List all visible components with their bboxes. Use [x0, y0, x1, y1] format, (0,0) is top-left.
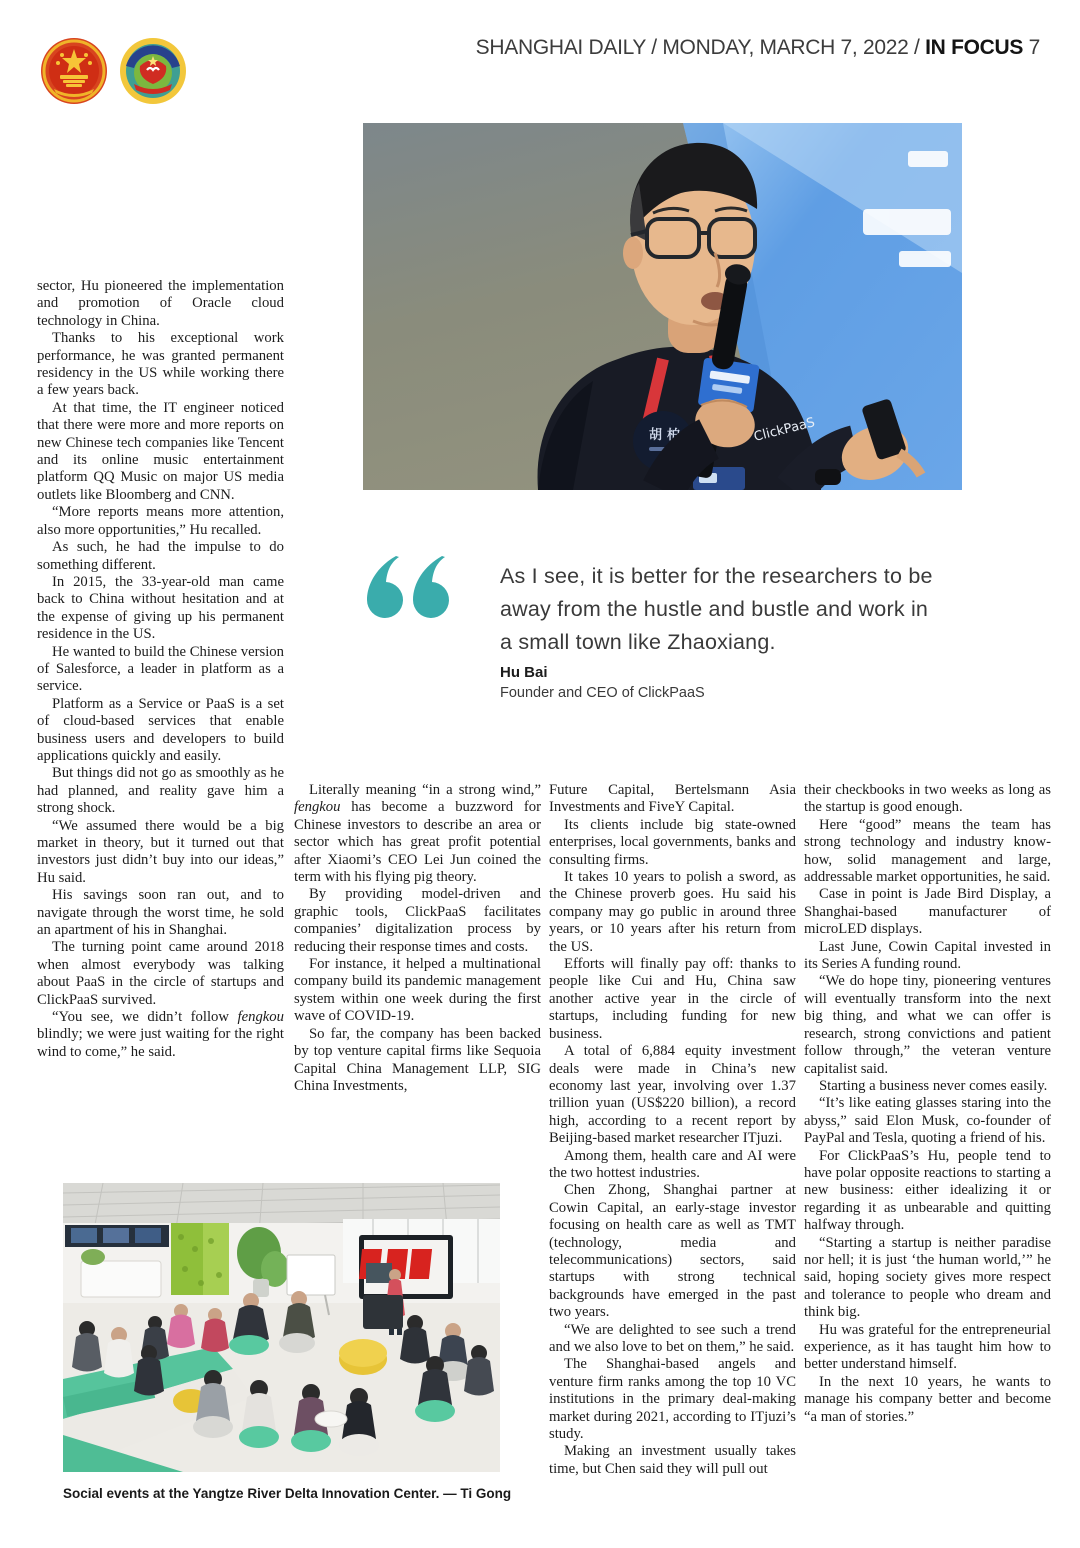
newspaper-emblems [40, 36, 188, 106]
article-paragraph: “We are delighted to see such a trend and we also love to bet on them,” he said. [549, 1321, 796, 1355]
svg-text:柏: 柏 [667, 428, 681, 443]
article-paragraph: “We do hope tiny, pioneering ventures will eventually transform into the next big thing, and what we can offer is research, strong convictions and patient follow through,” the veteran venture capitalist said. [804, 973, 1051, 1077]
article-paragraph: Chen Zhong, Shanghai partner at Cowin Capital, an early-stage investor focusing on health care as well as TMT (technology, media and telecommunications) sectors, said startups with strong technical backgrounds have emerged in the past two years. [549, 1182, 796, 1321]
article-paragraph: In the next 10 years, he wants to manage his company better and become “a man of stories.” [804, 1373, 1051, 1425]
article-paragraph: Making an investment usually takes time, but Chen said they will pull out [549, 1443, 796, 1477]
article-column-1 [37, 278, 284, 1061]
article-paragraph: “Starting a startup is neither paradise nor hell; it is just ‘the human world,’” he said, hoping society gives more respect and tolerance to people who dream and think big. [804, 1234, 1051, 1321]
article-paragraph: So far, the company has been backed by top venture capital firms like Sequoia Capital China Management LLP, SIG China Investments, [294, 1025, 541, 1094]
article-paragraph: The Shanghai-based angels and venture firm ranks among the top 10 VC institutions in the primary deal-making market during 2021, according to ITjuzi’s study. [549, 1356, 796, 1443]
masthead-date: SHANGHAI DAILY / MONDAY, MARCH 7, 2022 / [475, 36, 926, 59]
pull-quote-author: Hu Bai [500, 664, 548, 681]
article-paragraph: Its clients include big state-owned enterprises, local governments, banks and consulting firms. [549, 816, 796, 868]
article-paragraph: For instance, it helped a multinational company build its pandemic management system within one week during the first wave of COVID-19. [294, 956, 541, 1025]
article-paragraph: Among them, health care and AI were the two hottest industries. [549, 1147, 796, 1181]
article-paragraph: Starting a business never comes easily. [819, 1077, 1048, 1094]
main-photo-speaker [363, 123, 962, 490]
article-column-3 [549, 782, 796, 1478]
article-paragraph: It takes 10 years to polish a sword, as the Chinese proverb goes. Hu said his company may go public in around three years, or 10 years after his return from the US. [549, 869, 796, 955]
article-paragraph: “We assumed there would be a big market in theory, but it turned out that investors just didn’t buy into our ideas,” Hu said. [37, 817, 284, 886]
article-paragraph: For ClickPaaS’s Hu, people tend to have polar opposite reactions to starting a new business: either idealizing it or regarding it as unbearable and quitting halfway through. [804, 1147, 1051, 1234]
pull-quote-text: As I see, it is better for the researchers to be away from the hustle and bustle and work in a small town like Zhaoxiang. [500, 564, 933, 654]
article-column-2 [294, 782, 541, 1095]
quote-mark-icon [366, 556, 462, 626]
article-paragraph: But things did not go as smoothly as he had planned, and reality gave him a strong shock. [37, 765, 284, 817]
article-paragraph: “More reports means more attention, also more opportunities,” Hu recalled. [37, 504, 284, 538]
article-paragraph: Hu was grateful for the entrepreneurial experience, as it has taught him how to better understand himself. [804, 1321, 1051, 1373]
masthead [476, 36, 1040, 60]
cppcc-emblem-icon [118, 36, 188, 106]
bottom-photo-innovation-center [63, 1183, 500, 1472]
article-paragraph: Here “good” means the team has strong technology and industry know-how, solid management and large, addressable market opportunities, he said. [804, 816, 1051, 886]
article-paragraph: “You see, we didn’t follow fengkou blindly; we were just waiting for the right wind to come,” he said. [37, 1009, 284, 1060]
article-column-4 [804, 782, 1051, 1426]
masthead-page-number: 7 [1023, 36, 1040, 59]
china-national-emblem-icon [40, 37, 108, 105]
article-paragraph: His savings soon ran out, and to navigate through the worst time, he sold an apartment of his in Shanghai. [37, 887, 284, 939]
article-paragraph: Future Capital, Bertelsmann Asia Investments and FiveY Capital. [549, 782, 796, 816]
article-paragraph: The turning point came around 2018 when almost everybody was talking about PaaS in the circle of startups and ClickPaaS survived. [37, 939, 284, 1008]
article-paragraph: A total of 6,884 equity investment deals were made in China’s new economy last year, involving over 1.37 trillion yuan (US$220 billion), a record high, according to a recent report by Beijing-based market researcher ITjuzi. [549, 1043, 796, 1147]
article-paragraph: “It’s like eating glasses staring into the abyss,” said Elon Musk, co-founder of PayPal and Tesla, quoting a friend of his. [804, 1095, 1051, 1147]
article-paragraph: At that time, the IT engineer noticed that there were more and more reports on new Chinese tech companies like Tencent and its online music entertainment platform QQ Music on major US media outlets like Bloomberg and CNN. [37, 399, 284, 503]
svg-text:胡: 胡 [649, 428, 663, 443]
photo-caption: Social events at the Yangtze River Delta Innovation Center. — Ti Gong [63, 1486, 512, 1501]
svg-text:ClickPaaS: ClickPaaS [752, 415, 817, 445]
article-paragraph: By providing model-driven and graphic tools, ClickPaaS facilitates companies’ digitalization process by reducing their response times and costs. [294, 886, 541, 955]
article-paragraph: Last June, Cowin Capital invested in its Series A funding round. [804, 938, 1051, 973]
article-paragraph: Literally meaning “in a strong wind,” fengkou has become a buzzword for Chinese investors to describe an area or sector which has great profit potential after Xiaomi’s CEO Lei Jun coined the term with his flying pig theory. [294, 782, 541, 886]
article-paragraph: In 2015, the 33-year-old man came back to China without hesitation and at the expense of giving up his permanent residence in the US. [37, 573, 284, 643]
article-paragraph: Platform as a Service or PaaS is a set of cloud-based services that enable business users and developers to build applications quickly and easily. [37, 695, 284, 764]
article-paragraph: Efforts will finally pay off: thanks to people like Cui and Hu, China saw another active year in the circle of startups, including funding for new business. [549, 956, 796, 1042]
article-paragraph: their checkbooks in two weeks as long as the startup is good enough. [804, 782, 1051, 816]
article-paragraph: As such, he had the impulse to do something different. [37, 539, 284, 573]
speaker-photo-illustration [363, 123, 962, 490]
innovation-center-illustration [63, 1183, 500, 1472]
article-paragraph: Thanks to his exceptional work performance, he was granted permanent residency in the US while working there a few years back. [37, 330, 284, 399]
article-paragraph: Case in point is Jade Bird Display, a Shanghai-based manufacturer of microLED displays. [804, 886, 1051, 938]
article-paragraph: sector, Hu pioneered the implementation and promotion of Oracle cloud technology in China. [37, 278, 284, 329]
article-paragraph: He wanted to build the Chinese version of Salesforce, a leader in platform as a service. [37, 643, 284, 695]
masthead-section: IN FOCUS [925, 36, 1024, 59]
pull-quote-role: Founder and CEO of ClickPaaS [500, 685, 705, 701]
